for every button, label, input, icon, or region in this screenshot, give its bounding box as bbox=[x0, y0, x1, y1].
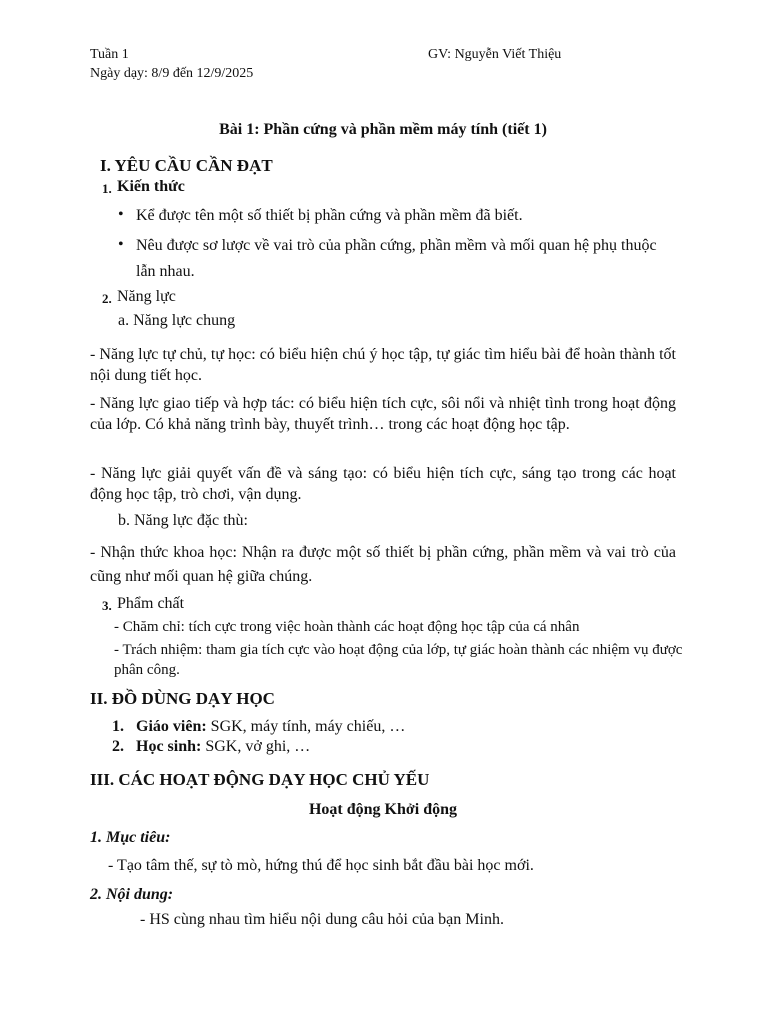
activity-title: Hoạt động Khởi động bbox=[308, 801, 457, 818]
general-competence-item-2: - Năng lực giao tiếp và hợp tác: có biểu hiện tích cực, sôi nổi và nhiệt tình trong hoạt động của lớp. Có khả năng trình bày, thuyết trình… trong các hoạt động học tập. bbox=[90, 395, 676, 433]
equipment-number-2: 2. bbox=[112, 738, 124, 755]
quality-item-1: - Chăm chỉ: tích cực trong việc hoàn thành các hoạt động học tập của cá nhân bbox=[114, 619, 580, 635]
equipment-number-1: 1. bbox=[112, 718, 124, 735]
section-1-heading: I. YÊU CẦU CẦN ĐẠT bbox=[100, 156, 273, 175]
section-3-heading: III. CÁC HOẠT ĐỘNG DẠY HỌC CHỦ YẾU bbox=[90, 770, 430, 789]
equipment-student: Học sinh: SGK, vở ghi, … bbox=[136, 738, 311, 755]
goal-text: - Tạo tâm thế, sự tò mò, hứng thú để học sinh bắt đầu bài học mới. bbox=[108, 857, 534, 874]
content-title: 2. Nội dung: bbox=[90, 886, 174, 903]
bullet-icon: • bbox=[118, 206, 124, 223]
specific-competence-label: b. Năng lực đặc thù: bbox=[118, 512, 248, 529]
competence-title: Năng lực bbox=[117, 288, 176, 305]
knowledge-number: 1. bbox=[102, 181, 112, 196]
general-competence-item-1: - Năng lực tự chủ, tự học: có biểu hiện chú ý học tập, tự giác tìm hiểu bài để hoàn thành tốt nội dung tiết học. bbox=[90, 346, 676, 384]
specific-competence-item-1: - Nhận thức khoa học: Nhận ra được một số thiết bị phần cứng, phần mềm và vai trò của cũng như mối quan hệ giữa chúng. bbox=[90, 544, 676, 585]
teaching-dates: Ngày dạy: 8/9 đến 12/9/2025 bbox=[90, 66, 254, 81]
lesson-title: Bài 1: Phần cứng và phần mềm máy tính (tiết 1) bbox=[219, 121, 547, 138]
knowledge-title: Kiến thức bbox=[117, 178, 185, 195]
goal-title: 1. Mục tiêu: bbox=[90, 829, 171, 846]
knowledge-bullet-1: Kể được tên một số thiết bị phần cứng và phần mềm đã biết. bbox=[136, 207, 523, 224]
competence-number: 2. bbox=[102, 291, 112, 306]
general-competence-label: a. Năng lực chung bbox=[118, 312, 236, 329]
section-2-heading: II. ĐỒ DÙNG DẠY HỌC bbox=[90, 689, 275, 708]
teacher-name: GV: Nguyễn Viết Thiệu bbox=[428, 47, 562, 62]
quality-number: 3. bbox=[102, 598, 112, 613]
quality-item-2: - Trách nhiệm: tham gia tích cực vào hoạt động của lớp, tự giác hoàn thành các nhiệm vụ được phân công. bbox=[114, 642, 683, 678]
equipment-teacher: Giáo viên: SGK, máy tính, máy chiếu, … bbox=[136, 718, 406, 735]
content-text: - HS cùng nhau tìm hiểu nội dung câu hỏi của bạn Minh. bbox=[140, 911, 504, 928]
knowledge-bullet-2: Nêu được sơ lược về vai trò của phần cứng, phần mềm và mối quan hệ phụ thuộc lẫn nhau. bbox=[136, 237, 657, 280]
quality-title: Phẩm chất bbox=[117, 595, 185, 612]
bullet-icon: • bbox=[118, 236, 124, 253]
general-competence-item-3: - Năng lực giải quyết vấn đề và sáng tạo: có biểu hiện tích cực, sáng tạo trong các hoạt động học tập, trò chơi, vận dụng. bbox=[90, 465, 676, 503]
week-label: Tuần 1 bbox=[90, 47, 129, 62]
